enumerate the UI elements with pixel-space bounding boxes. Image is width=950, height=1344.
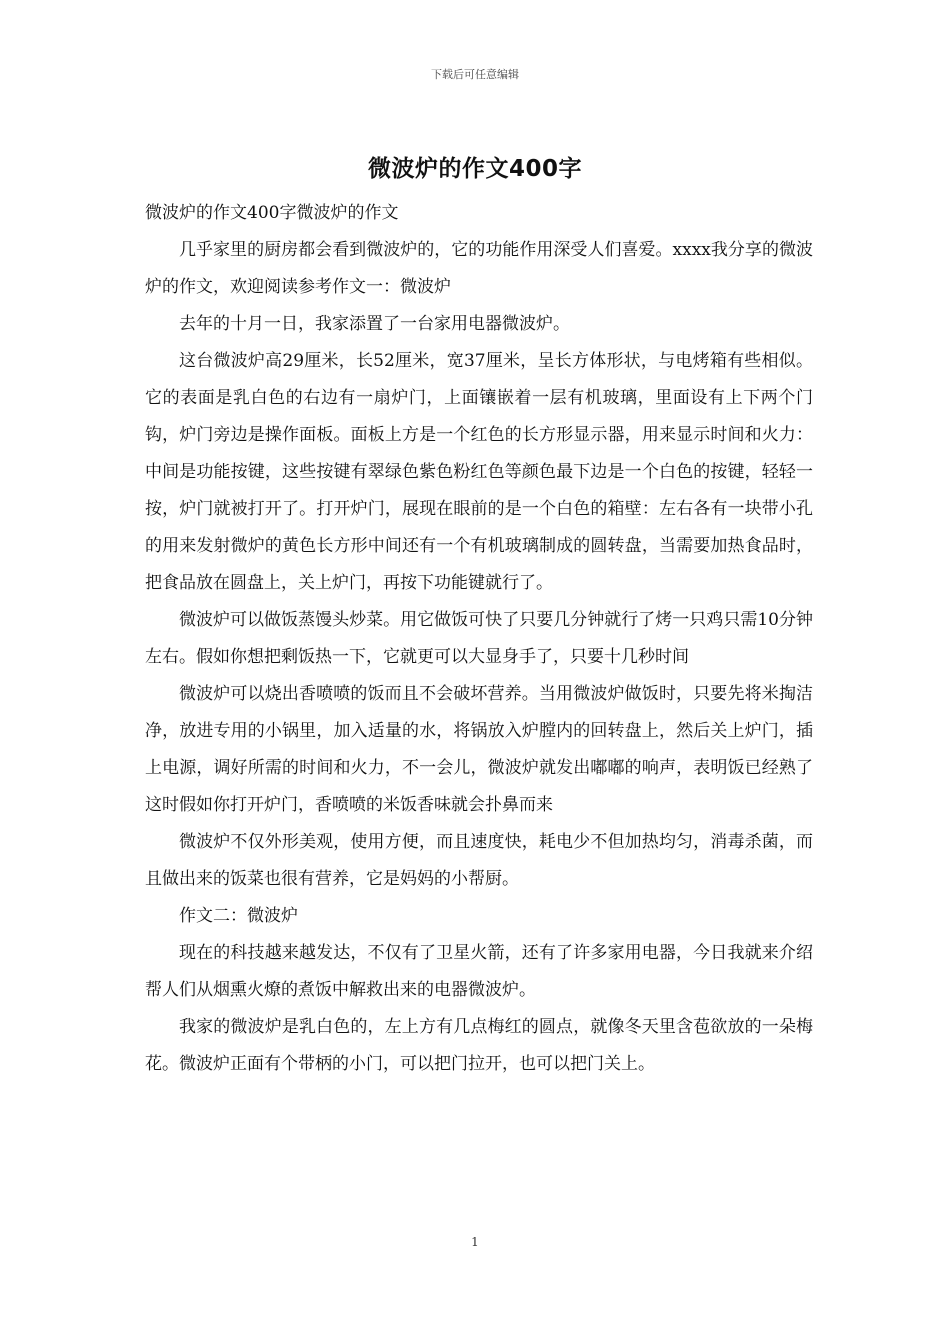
document-title: 微波炉的作文400字 — [367, 156, 582, 182]
document-body — [145, 195, 813, 1083]
paragraph: 微波炉不仅外形美观，使用方便，而且速度快，耗电少不但加热均匀，消毒杀菌，而且做出来的饭菜也很有营养，它是妈妈的小帮厨。 — [145, 832, 813, 889]
paragraph: 我家的微波炉是乳白色的，左上方有几点梅红的圆点，就像冬天里含苞欲放的一朵梅花。微波炉正面有个带柄的小门，可以把门拉开，也可以把门关上。 — [145, 1017, 813, 1074]
paragraph-subtitle: 微波炉的作文400字微波炉的作文 — [145, 203, 399, 223]
page-header-note: 下载后可任意编辑 — [431, 68, 519, 81]
paragraph: 去年的十月一日，我家添置了一台家用电器微波炉。 — [179, 314, 570, 334]
paragraph: 这台微波炉高29厘米，长52厘米，宽37厘米，呈长方体形状，与电烤箱有些相似。它的表面是乳白色的右边有一扇炉门，上面镶嵌着一层有机玻璃，里面设有上下两个门钩，炉门旁边是操作面板。面板上方是一个红色的长方形显示器，用来显示时间和火力：中间是功能按键，这些按键有翠绿色紫色粉红色等颜色最下边是一个白色的按键，轻轻一按，炉门就被打开了。打开炉门，展现在眼前的是一个白色的箱壁：左右各有一块带小孔的用来发射微炉的黄色长方形中间还有一个有机玻璃制成的圆转盘，当需要加热食品时，把食品放在圆盘上，关上炉门，再按下功能键就行了。 — [145, 351, 813, 593]
page-number: 1 — [471, 1235, 479, 1249]
paragraph: 现在的科技越来越发达，不仅有了卫星火箭，还有了许多家用电器，今日我就来介绍帮人们从烟熏火燎的煮饭中解救出来的电器微波炉。 — [145, 943, 813, 1000]
paragraph: 微波炉可以烧出香喷喷的饭而且不会破坏营养。当用微波炉做饭时，只要先将米掏洁净，放进专用的小锅里，加入适量的水，将锅放入炉膛内的回转盘上，然后关上炉门，插上电源，调好所需的时间和火力，不一会儿，微波炉就发出嘟嘟的响声，表明饭已经熟了这时假如你打开炉门，香喷喷的米饭香味就会扑鼻而来 — [145, 684, 813, 815]
paragraph: 微波炉可以做饭蒸馒头炒菜。用它做饭可快了只要几分钟就行了烤一只鸡只需10分钟左右。假如你想把剩饭热一下，它就更可以大显身手了，只要十几秒时间 — [145, 610, 813, 667]
section-heading-essay-two: 作文二：微波炉 — [179, 906, 298, 926]
paragraph-intro: 几乎家里的厨房都会看到微波炉的，它的功能作用深受人们喜爱。xxxx我分享的微波炉的作文，欢迎阅读参考作文一：微波炉 — [145, 240, 813, 297]
